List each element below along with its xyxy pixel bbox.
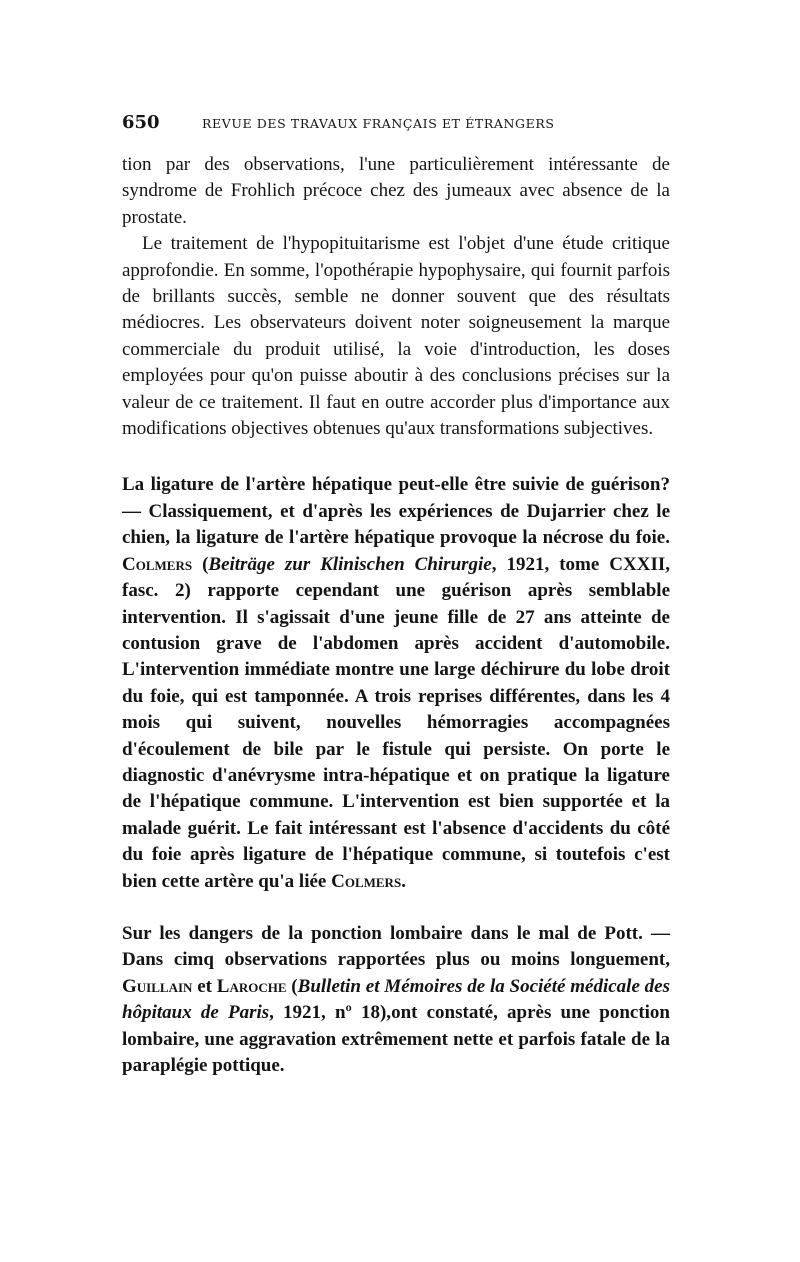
article-lumbar-puncture bbox=[122, 921, 670, 1079]
article-hepatic-artery-body: rapporte cependant une guérison après semblable intervention. Il s'agissait d'une jeune fille de 27 ans atteinte de contusion grave de l'abdomen après accident d'automobile. L'intervention immédiate montre une large déchirure du lobe droit du foie, qui est tamponnée. A trois reprises différentes, dans les 4 mois qui suivent, nouvelles hémorragies accompagnées d'écoulement de bile par le fistule qui persiste. On porte le diagnostic d'anévrysme intra-hépatique et on pratique la ligature de l'hépatique commune. L'intervention est bien supportée et la malade guérit. Le fait intéressant est l'absence d'accidents du côté du foie après ligature de l'hépatique commune, si toutefois c'est bien cette artère qu'a liée bbox=[122, 580, 671, 892]
article-hepatic-artery bbox=[122, 472, 670, 895]
continuation-paragraph bbox=[122, 152, 670, 231]
running-title: REVUE DES TRAVAUX FRANÇAIS ET ÉTRANGERS bbox=[202, 116, 555, 131]
running-head bbox=[122, 112, 670, 138]
reference-bulletin-title: Bulletin et Mémoires de la Société médicale des hôpitaux de Paris bbox=[122, 975, 671, 1024]
article-lumbar-puncture-body: ont constaté, après une ponction lombaire, une aggravation extrêmement nette et parfois fatale de la paraplégie pottique. bbox=[122, 1002, 670, 1076]
author-laroche: Laroche bbox=[216, 975, 287, 997]
article-hepatic-artery-title: La ligature de l'artère hépatique peut-elle être suivie de guérison? bbox=[122, 474, 670, 496]
journal-page bbox=[122, 112, 670, 1079]
article-lumbar-puncture-title: Sur les dangers de la ponction lombaire dans le mal de Pott. bbox=[122, 922, 643, 944]
author-guillain: Guillain bbox=[122, 975, 193, 997]
reference-journal-title: Beiträge zur Klinischen Chirurgie bbox=[208, 553, 492, 575]
continuation-text: tion par des observations, l'une particulièrement intéressante de syndrome de Frohlich précoce chez des jumeaux avec absence de la prostate. bbox=[122, 154, 670, 228]
reference-details: , 1921, tome CXXII, fasc. 2) bbox=[122, 553, 670, 602]
closing-punctuation: . bbox=[401, 870, 406, 892]
author-colmers-closing: Colmers bbox=[331, 870, 402, 892]
author-conjunction: et bbox=[192, 975, 217, 997]
hypopituitarism-paragraph bbox=[122, 231, 670, 442]
article-hepatic-artery-intro: — Classiquement, et d'après les expériences de Dujarrier chez le chien, la ligature de l'artère hépatique provoque la nécrose du foie. bbox=[122, 500, 670, 549]
author-colmers: Colmers bbox=[122, 553, 193, 575]
reference-open-2: ( bbox=[286, 975, 298, 997]
article-lumbar-puncture-intro: — Dans cimq observations rapportées plus ou moins longuement, bbox=[122, 922, 671, 971]
page-number: 650 bbox=[122, 112, 160, 133]
reference-open: ( bbox=[192, 553, 209, 575]
hypopituitarism-text: Le traitement de l'hypopituitarisme est l'objet d'une étude critique approfondie. En somme, l'opothérapie hypophysaire, qui fournit parfois de brillants succès, semble ne donner souvent que des résultats médiocres. Les observateurs doivent noter soigneusement la marque commerciale du produit utilisé, la voie d'introduction, les doses employées pour qu'on puisse aboutir à des conclusions précises sur la valeur de ce traitement. Il faut en outre accorder plus d'importance aux modifications objectives obtenues qu'aux transformations subjectives. bbox=[122, 233, 670, 440]
reference-details-2: , 1921, nº 18), bbox=[269, 1002, 392, 1024]
